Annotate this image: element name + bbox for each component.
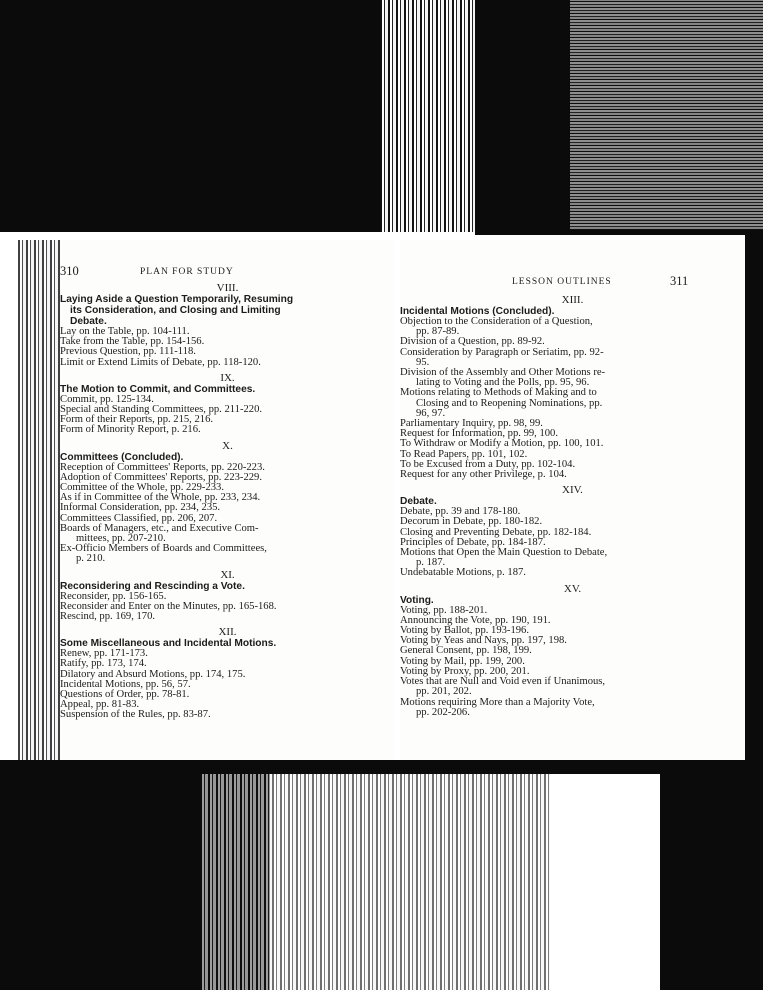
entry-text: Reconsider and Enter on the Minutes, pp. 165-168. [60,600,277,612]
entry-text: Renew, pp. 171-173. [60,648,148,660]
entry-text: Voting, pp. 188-201. [400,604,488,616]
section-title-line: The Motion to Commit, and Committees. [60,383,256,395]
entry-continuation: pp. 201, 202. [416,686,472,698]
entry-text: Ex-Officio Members of Boards and Committees, [60,543,267,555]
scan-streak-left-edge [18,240,60,760]
entry-text: Rescind, pp. 169, 170. [60,611,156,623]
entry-text: Closing and Preventing Debate, pp. 182-184. [400,526,592,538]
section-numeral: XII. [218,626,237,639]
entry-text: Voting by Yeas and Nays, pp. 197, 198. [400,635,567,647]
entry-text: Motions relating to Methods of Making and to [400,387,597,399]
entry-text: Adoption of Committees' Reports, pp. 223-229. [60,471,263,483]
section-title-line: Voting. [400,594,434,606]
entry-continuation: pp. 202-206. [416,706,470,718]
section-numeral: XIV. [562,484,583,497]
entry-text: Commit, pp. 125-134. [60,393,154,405]
entry-text: Ratify, pp. 173, 174. [60,658,147,670]
scan-streak-top-right [570,0,763,230]
entry-text: Suspension of the Rules, pp. 83-87. [60,709,211,721]
outline-entry [60,425,395,435]
outline-entry [60,612,395,622]
entry-text: Principles of Debate, pp. 184-187. [400,536,546,548]
entry-text: Debate, pp. 39 and 178-180. [400,506,521,518]
entry-text: Voting by Ballot, pp. 193-196. [400,625,529,637]
right-page-header [400,274,745,296]
running-title-left: PLAN FOR STUDY [140,267,234,277]
entry-text: Parliamentary Inquiry, pp. 98, 99. [400,418,543,430]
left-page [60,240,395,760]
entry-text: Boards of Managers, etc., and Executive Com- [60,522,259,534]
section-title-line: Debate. [70,316,107,327]
entry-text: Limit or Extend Limits of Debate, pp. 118-120. [60,356,261,368]
entry-continuation: 95. [416,356,430,368]
entry-text: Lay on the Table, pp. 104-111. [60,326,190,337]
section-numeral: VIII. [216,282,239,294]
page-number-left: 310 [60,264,79,278]
page-number-right: 311 [670,274,689,288]
section-title-line: Reconsidering and Rescinding a Vote. [60,580,245,592]
entry-text: Division of a Question, pp. 89-92. [400,336,545,348]
entry-continuation: 96, 97. [416,407,446,419]
entry-text: Voting by Proxy, pp. 200, 201. [400,665,530,677]
entry-text: Special and Standing Committees, pp. 211-220. [60,404,263,416]
entry-text: Committee of the Whole, pp. 229-233. [60,482,224,494]
entry-text: Form of Minority Report, p. 216. [60,424,201,436]
section-title-line: Committees (Concluded). [60,451,184,463]
section-title-line: Some Miscellaneous and Incidental Motions. [60,638,277,650]
section-numeral: IX. [220,371,235,384]
entry-continuation: p. 187. [416,557,446,569]
entry-continuation: pp. 87-89. [416,326,460,338]
entry-text: Informal Consideration, pp. 234, 235. [60,502,221,514]
section-title-line: Laying Aside a Question Temporarily, Resuming [60,294,294,305]
entry-text: To Withdraw or Modify a Motion, pp. 100, 101. [400,438,604,450]
entry-continuation: lating to Voting and the Polls, pp. 95, 96. [416,377,590,389]
outline-entry [400,677,745,697]
entry-text: Dilatory and Absurd Motions, pp. 174, 175. [60,668,246,680]
right-page-body [400,294,745,718]
left-page-header [60,264,395,286]
entry-text: Request for Information, pp. 99, 100. [400,428,558,440]
section-title-line: Debate. [400,496,437,508]
section-numeral: XIII. [561,294,584,306]
entry-text: Objection to the Consideration of a Question, [400,316,593,327]
entry-text: To be Excused from a Duty, pp. 102-104. [400,458,576,470]
entry-continuation: mittees, pp. 207-210. [76,533,166,545]
entry-text: Committees Classified, pp. 206, 207. [60,512,218,524]
outline-entry [400,368,745,388]
outline-entry [60,544,395,564]
scan-dark-right-edge [745,235,763,770]
scan-streak-top-center [380,0,490,232]
outline-entry [400,568,745,578]
entry-text: Votes that are Null and Void even if Unanimous, [400,676,606,688]
entry-text: Request for any other Privilege, p. 104. [400,469,567,481]
entry-text: Take from the Table, pp. 154-156. [60,336,205,348]
entry-text: Reconsider, pp. 156-165. [60,590,167,602]
entry-text: Voting by Mail, pp. 199, 200. [400,655,525,667]
outline-entry [400,470,745,480]
outline-entry [400,548,745,568]
section-numeral: XI. [220,568,235,581]
entry-text: Appeal, pp. 81-83. [60,699,140,711]
section-numeral: X. [222,439,233,452]
section-title-line: Incidental Motions (Concluded). [400,306,555,317]
entry-text: Motions requiring More than a Majority Vote, [400,696,595,708]
section-title-line: its Consideration, and Closing and Limiting [70,305,281,316]
entry-text: Incidental Motions, pp. 56, 57. [60,678,191,690]
entry-text: To Read Papers, pp. 101, 102. [400,448,528,460]
outline-entry [400,698,745,718]
entry-continuation: Closing and to Reopening Nominations, pp. [416,397,603,409]
entry-text: Reception of Committees' Reports, pp. 220-223. [60,461,265,473]
entry-continuation: p. 210. [76,553,106,565]
entry-text: Division of the Assembly and Other Motions re- [400,367,606,379]
entry-text: General Consent, pp. 198, 199. [400,645,532,657]
entry-text: As if in Committee of the Whole, pp. 233, 234. [60,492,261,504]
entry-text: Previous Question, pp. 111-118. [60,346,196,358]
outline-entry [400,317,745,337]
scan-streak-bottom-center [200,774,550,990]
outline-entry [400,388,745,419]
section-numeral: XV. [563,582,582,595]
outline-entry [60,710,395,720]
entry-text: Questions of Order, pp. 78-81. [60,689,190,701]
entry-text: Motions that Open the Main Question to Debate, [400,547,608,559]
running-title-right: LESSON OUTLINES [512,277,612,287]
right-page [400,240,745,760]
scan-dark-bottom-right [660,774,763,990]
entry-text: Form of their Reports, pp. 215, 216. [60,414,214,426]
scan-dark-top-left [0,0,390,232]
entry-text: Undebatable Motions, p. 187. [400,567,526,579]
left-page-body [60,282,395,721]
entry-text: Decorum in Debate, pp. 180-182. [400,516,543,528]
entry-text: Announcing the Vote, pp. 190, 191. [400,614,551,626]
outline-entry [400,348,745,368]
scan-dark-bottom-band [0,760,763,774]
entry-text: Consideration by Paragraph or Seriatim, pp. 92- [400,346,604,358]
section-title [60,294,395,327]
outline-entry [60,358,395,368]
outline-entry [60,524,395,544]
